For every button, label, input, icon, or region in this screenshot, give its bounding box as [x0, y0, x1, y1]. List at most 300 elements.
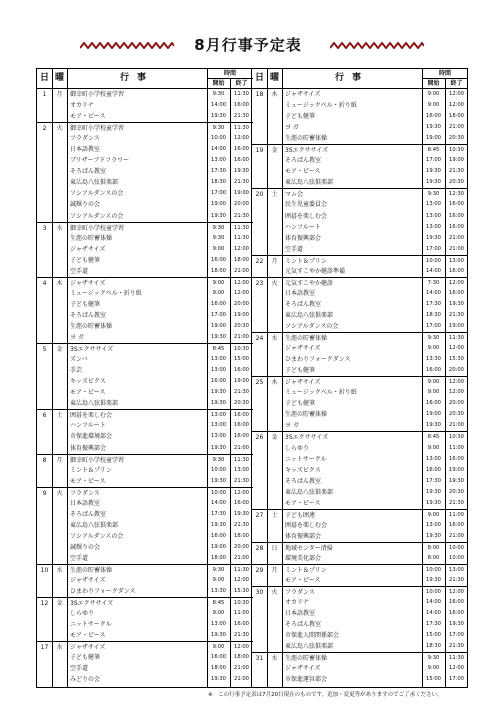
row-weekday: [52, 133, 67, 144]
row-day: 26: [255, 434, 264, 442]
row-start-time: 9:30: [212, 224, 225, 231]
row-weekday: 火: [56, 125, 63, 133]
row-day: [37, 166, 52, 177]
row-start-time: 17:30: [426, 300, 441, 307]
table-row: [37, 321, 253, 332]
row-start-time: 17:30: [426, 477, 441, 484]
header-event: 行事: [119, 73, 154, 83]
row-day: [37, 177, 52, 188]
row-day: [37, 188, 52, 199]
header-start: 開始: [212, 80, 225, 87]
row-event: 囲碁を楽しむ会: [285, 212, 328, 220]
row-day: 23: [255, 279, 264, 287]
row-weekday: 木: [56, 279, 63, 287]
row-start-time: 9:30: [212, 91, 225, 97]
table-row: [37, 431, 253, 442]
row-event: ソシアルダンスの会: [70, 190, 124, 198]
row-start-time: 16:00: [211, 532, 226, 539]
row-weekday: 土: [271, 191, 278, 199]
table-row: [252, 608, 468, 619]
row-day: [37, 211, 52, 222]
schedule-right-half: [252, 69, 467, 687]
row-start-time: 13:00: [211, 621, 226, 628]
row-event: モア・ピース: [70, 477, 106, 485]
row-start-time: 19:30: [211, 632, 226, 639]
row-day: [252, 222, 267, 233]
row-start-time: 16:00: [211, 378, 226, 385]
row-end-time: 21:00: [234, 444, 249, 451]
row-end-time: 21:30: [449, 643, 464, 650]
row-day: [252, 619, 267, 630]
row-weekday: [267, 111, 282, 122]
row-end-time: 11:30: [234, 567, 249, 574]
row-end-time: 12:00: [449, 379, 464, 386]
row-start-time: 19:30: [426, 488, 441, 495]
table-row: [37, 509, 253, 520]
row-end-time: 10:30: [234, 346, 249, 353]
row-event: フラダンス: [70, 135, 100, 143]
row-start-time: 13:00: [211, 412, 226, 419]
table-row: [252, 155, 468, 166]
row-start-time: 19:30: [211, 334, 226, 341]
row-start-time: 19:30: [426, 124, 441, 131]
row-event: 3Sエクササイズ: [70, 346, 114, 354]
row-end-time: 11:00: [449, 444, 464, 451]
row-event: ジャザサイズ: [285, 91, 321, 98]
table-row: [252, 542, 468, 553]
row-day: 12: [40, 600, 49, 608]
table-row: [37, 608, 253, 619]
row-start-time: 13:00: [211, 356, 226, 363]
row-event: ミュージックベル・折り紙: [285, 389, 357, 397]
row-weekday: [52, 188, 67, 199]
row-weekday: [267, 630, 282, 641]
row-weekday: [52, 398, 67, 409]
row-end-time: 21:00: [234, 334, 249, 341]
row-event: モア・ピース: [285, 168, 321, 176]
row-event: 子ども健筆: [285, 367, 316, 375]
row-end-time: 20:00: [234, 543, 249, 550]
row-event: フラダンス: [70, 489, 100, 497]
row-weekday: [267, 465, 282, 476]
row-weekday: [52, 663, 67, 674]
row-event: 体育振興部会: [70, 444, 107, 452]
row-weekday: 火: [271, 589, 278, 597]
row-day: 27: [255, 511, 264, 519]
row-weekday: 金: [271, 147, 278, 155]
table-row: [252, 365, 468, 376]
schedule-table: [36, 68, 468, 688]
row-start-time: 10:00: [211, 135, 226, 142]
row-start-time: 9:00: [427, 665, 440, 672]
row-day: [37, 288, 52, 299]
row-end-time: 15:30: [234, 588, 249, 595]
table-row: [252, 376, 468, 387]
row-weekday: [52, 310, 67, 321]
row-weekday: 金: [56, 600, 63, 608]
row-weekday: [52, 586, 67, 597]
row-event: オカリナ: [285, 599, 309, 607]
row-end-time: 16:00: [449, 267, 464, 274]
row-day: [37, 630, 52, 641]
table-row: [252, 487, 468, 498]
table-row: [252, 387, 468, 398]
table-row: [37, 133, 253, 144]
row-end-time: 16:00: [234, 146, 249, 153]
row-weekday: 木: [271, 379, 278, 387]
zigzag-ornament-left: [80, 42, 174, 49]
header-weekday: 曜: [54, 73, 64, 83]
table-row: [37, 641, 253, 652]
row-weekday: [267, 531, 282, 542]
table-row: [37, 630, 253, 641]
row-start-time: 17:30: [211, 510, 226, 517]
row-event: 東広島八弦倶楽部: [285, 488, 334, 496]
row-end-time: 12:00: [449, 345, 464, 352]
row-day: [37, 553, 52, 564]
row-event: 体育振興部会: [285, 234, 322, 242]
row-start-time: 19:30: [426, 422, 441, 429]
row-day: [252, 454, 267, 465]
row-weekday: [52, 199, 67, 210]
row-event: キッズビクス: [285, 466, 321, 474]
table-row: [37, 299, 253, 310]
row-end-time: 20:30: [449, 488, 464, 495]
row-end-time: 20:00: [449, 367, 464, 374]
row-day: [252, 244, 267, 255]
row-end-time: 16:00: [234, 422, 249, 429]
row-event: 誠輝りの会: [70, 543, 101, 551]
row-weekday: [52, 177, 67, 188]
row-day: [252, 608, 267, 619]
row-start-time: 14:00: [426, 610, 441, 617]
table-row: [252, 498, 468, 509]
row-event: モア・ピース: [70, 389, 106, 397]
row-end-time: 12:00: [234, 577, 249, 584]
table-row: [252, 520, 468, 531]
table-row: [252, 299, 468, 310]
row-end-time: 12:00: [234, 644, 249, 651]
table-row: [252, 663, 468, 674]
row-event: ニットサークル: [70, 621, 112, 629]
row-end-time: 11:30: [234, 224, 249, 231]
table-row: [37, 553, 253, 564]
row-event: ヨ ガ: [285, 124, 299, 132]
row-event: ジャザサイズ: [70, 245, 106, 253]
table-row: [37, 188, 253, 199]
row-weekday: 月: [271, 257, 278, 265]
table-row: [37, 177, 253, 188]
row-day: [37, 354, 52, 365]
row-weekday: [267, 498, 282, 509]
row-end-time: 12:00: [234, 135, 249, 142]
row-day: [252, 398, 267, 409]
row-day: 18: [255, 91, 264, 98]
table-row: [252, 564, 468, 575]
row-event: 生涯の貯蓄体操: [70, 234, 113, 242]
row-weekday: [267, 211, 282, 222]
row-weekday: 水: [56, 224, 63, 232]
row-day: [37, 144, 52, 155]
header-time: 時間: [207, 69, 253, 79]
row-day: [252, 641, 267, 652]
row-start-time: 19:30: [211, 400, 226, 407]
row-start-time: 8:00: [427, 544, 440, 551]
table-row: [37, 387, 253, 398]
row-end-time: 21:30: [234, 632, 249, 639]
table-row: [252, 652, 468, 663]
row-weekday: [267, 233, 282, 244]
row-day: [37, 321, 52, 332]
row-day: 28: [255, 544, 264, 552]
row-day: [37, 431, 52, 442]
row-day: [252, 211, 267, 222]
row-start-time: 18:00: [211, 554, 226, 561]
row-weekday: [52, 166, 67, 177]
row-event: 子ども健筆: [285, 400, 316, 408]
page-title: 8月行事予定表: [194, 36, 302, 54]
row-end-time: 12:30: [449, 191, 464, 198]
row-start-time: 9:30: [212, 567, 225, 574]
row-event: 3Sエクササイズ: [70, 600, 114, 608]
row-start-time: 9:00: [212, 610, 225, 617]
row-end-time: 21:00: [449, 234, 464, 241]
row-day: [37, 674, 52, 685]
row-weekday: [267, 663, 282, 674]
row-start-time: 8:45: [427, 434, 440, 441]
row-start-time: 13:00: [211, 422, 226, 429]
row-event: ジャザサイズ: [70, 279, 106, 287]
row-start-time: 9:30: [212, 456, 225, 463]
table-row: [252, 465, 468, 476]
row-end-time: 11:30: [234, 456, 249, 463]
table-row: [252, 398, 468, 409]
table-row: [37, 564, 253, 575]
row-end-time: 21:30: [449, 168, 464, 175]
zigzag-ornament-right: [330, 42, 424, 49]
row-start-time: 9:30: [427, 191, 440, 198]
row-end-time: 12:00: [449, 665, 464, 672]
table-row: [252, 133, 468, 144]
row-event: 生涯の貯蓄体操: [285, 411, 328, 419]
row-event: マム会: [285, 191, 304, 199]
row-event: ヨ ガ: [285, 422, 299, 430]
row-weekday: [52, 476, 67, 487]
row-weekday: [267, 288, 282, 299]
row-event: 生涯の貯蓄体操: [285, 135, 328, 143]
table-row: [252, 255, 468, 266]
row-weekday: [52, 365, 67, 376]
row-start-time: 15:00: [426, 676, 441, 683]
row-end-time: 20:30: [234, 400, 249, 407]
row-day: 5: [42, 346, 47, 354]
table-row: [252, 630, 468, 641]
table-row: [37, 166, 253, 177]
row-end-time: 21:30: [234, 212, 249, 219]
row-end-time: 16:00: [449, 212, 464, 219]
row-day: [252, 155, 267, 166]
row-end-time: 16:00: [449, 289, 464, 296]
table-row: [252, 177, 468, 188]
rows-left: [37, 89, 253, 686]
table-row: [252, 575, 468, 586]
row-day: [37, 244, 52, 255]
row-day: [37, 542, 52, 553]
row-end-time: 21:00: [234, 267, 249, 274]
row-end-time: 15:30: [449, 356, 464, 363]
row-weekday: 日: [271, 544, 278, 552]
row-start-time: 16:00: [426, 113, 441, 120]
row-start-time: 8:45: [212, 346, 225, 353]
row-start-time: 19:30: [211, 521, 226, 528]
row-day: [252, 520, 267, 531]
row-end-time: 16:00: [449, 610, 464, 617]
row-start-time: 13:30: [211, 588, 226, 595]
row-day: [37, 398, 52, 409]
row-event: フラダンス: [285, 589, 315, 597]
row-weekday: [267, 387, 282, 398]
row-weekday: 水: [271, 655, 278, 663]
row-event: 東広島八弦倶楽部: [285, 179, 334, 187]
row-event: 生涯の貯蓄体操: [285, 335, 328, 343]
table-row: [37, 332, 253, 343]
row-event: 環境美化部会: [285, 554, 322, 562]
header-day: 日: [254, 73, 264, 83]
table-row: [37, 233, 253, 244]
row-weekday: [267, 520, 282, 531]
row-end-time: 16:00: [449, 201, 464, 208]
row-day: 17: [40, 644, 49, 652]
table-row: [252, 431, 468, 442]
table-row: [37, 465, 253, 476]
row-event: しらゆり: [285, 444, 310, 452]
row-weekday: [52, 531, 67, 542]
row-start-time: 9:30: [427, 655, 440, 662]
row-start-time: 19:30: [426, 234, 441, 241]
row-weekday: 金: [56, 346, 63, 354]
row-event: ニットサークル: [285, 455, 327, 463]
row-start-time: 9:00: [427, 379, 440, 386]
row-day: [252, 365, 267, 376]
header-day: 日: [39, 73, 49, 83]
row-start-time: 13:30: [426, 356, 441, 363]
row-day: [37, 465, 52, 476]
row-weekday: [267, 100, 282, 111]
row-event: 市保進環境部会: [70, 433, 113, 441]
table-row: [37, 244, 253, 255]
row-day: [37, 509, 52, 520]
row-event: ミント＆プリン: [285, 257, 327, 265]
table-row: [37, 531, 253, 542]
row-event: 市保進運営部会: [285, 676, 328, 684]
row-day: [252, 465, 267, 476]
row-event: ブリザーブドフラワー: [70, 157, 130, 165]
row-day: [252, 111, 267, 122]
row-start-time: 19:30: [211, 444, 226, 451]
row-weekday: 火: [271, 279, 278, 287]
row-start-time: 10:00: [211, 466, 226, 473]
row-start-time: 19:30: [211, 676, 226, 683]
row-start-time: 10:00: [426, 589, 441, 596]
row-start-time: 13:00: [426, 212, 441, 219]
table-row: [37, 542, 253, 553]
table-row: [37, 111, 253, 122]
row-start-time: 19:30: [426, 499, 441, 506]
table-row: [252, 332, 468, 343]
row-end-time: 16:00: [234, 433, 249, 440]
header-time: 時間: [422, 69, 468, 79]
row-weekday: [52, 608, 67, 619]
row-weekday: [52, 387, 67, 398]
row-day: [252, 443, 267, 454]
row-event: ズンバ: [70, 356, 88, 364]
row-end-time: 21:30: [449, 499, 464, 506]
row-end-time: 15:00: [234, 356, 249, 363]
row-start-time: 18:00: [211, 267, 226, 274]
row-start-time: 17:00: [211, 190, 226, 197]
row-event: モア・ピース: [70, 113, 106, 121]
row-end-time: 20:30: [449, 411, 464, 418]
row-start-time: 9:00: [427, 444, 440, 451]
row-end-time: 19:00: [449, 322, 464, 329]
row-end-time: 21:00: [449, 124, 464, 131]
row-end-time: 18:00: [234, 256, 249, 263]
row-day: [252, 597, 267, 608]
row-day: 10: [40, 567, 49, 575]
row-end-time: 21:00: [449, 422, 464, 429]
row-day: 3: [42, 224, 47, 232]
row-event: 3Sエクササイズ: [285, 434, 329, 442]
row-event: 生涯の貯蓄体操: [285, 655, 328, 663]
row-weekday: 月: [56, 91, 63, 98]
table-row: [252, 211, 468, 222]
row-event: そろばん教室: [285, 157, 322, 165]
row-weekday: [267, 122, 282, 133]
table-row: [252, 244, 468, 255]
row-weekday: [52, 443, 67, 454]
row-end-time: 11:00: [449, 511, 464, 518]
row-event: 日本語教室: [70, 499, 101, 507]
row-event: 御幸町小学校童学習: [70, 224, 125, 232]
row-start-time: 19:30: [426, 179, 441, 186]
row-end-time: 12:00: [449, 389, 464, 396]
table-row: [252, 509, 468, 520]
row-weekday: [267, 398, 282, 409]
row-weekday: [267, 155, 282, 166]
row-day: [252, 177, 267, 188]
row-start-time: 13:00: [211, 433, 226, 440]
row-weekday: [52, 674, 67, 685]
row-weekday: [267, 476, 282, 487]
row-end-time: 10:30: [449, 147, 464, 154]
row-weekday: [267, 199, 282, 210]
row-event: 元気すこやか健診準備: [285, 267, 346, 275]
row-event: 体育振興部会: [285, 532, 322, 540]
row-event: 御幸町小学校童学習: [70, 91, 125, 98]
row-day: [37, 619, 52, 630]
table-row: [252, 420, 468, 431]
row-day: [252, 233, 267, 244]
row-event: 東広島八弦倶楽部: [70, 400, 119, 408]
row-end-time: 21:30: [234, 113, 249, 120]
row-day: [252, 310, 267, 321]
row-day: [37, 310, 52, 321]
table-row: [252, 277, 468, 288]
row-day: [252, 487, 267, 498]
row-start-time: 19:00: [426, 135, 441, 142]
row-day: [37, 531, 52, 542]
row-end-time: 16:00: [449, 223, 464, 230]
